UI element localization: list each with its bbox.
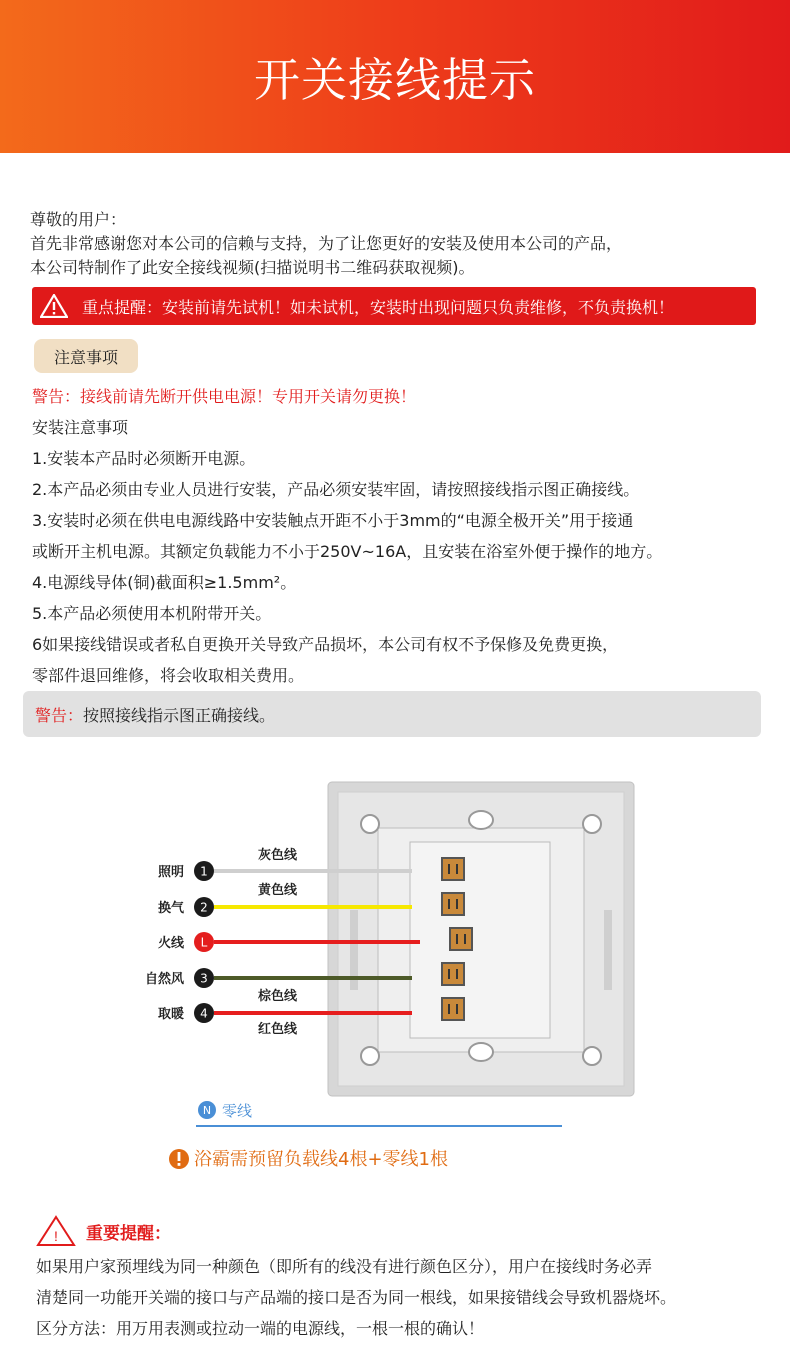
load-wire-note-text: 浴霸需预留负载线4根+零线1根 xyxy=(194,1149,448,1170)
important-reminder-label: 重要提醒： xyxy=(86,1223,171,1244)
svg-text:1: 1 xyxy=(200,864,208,879)
note-item: 1.安装本产品时必须断开电源。 xyxy=(32,449,256,468)
yellow-wire-label: 黄色线 xyxy=(258,883,298,898)
wiring-warning-text: 按照接线指示图正确接线。 xyxy=(83,705,276,725)
terminal-name-lighting: 照明 xyxy=(157,865,184,880)
key-reminder-banner xyxy=(32,287,756,325)
terminal-name-ventilation: 换气 xyxy=(157,901,184,916)
terminal-badge-1 xyxy=(194,861,214,881)
important-line: 清楚同一功能开关端的接口与产品端的接口是否为同一根线，如果接错线会导致机器烧坏。 xyxy=(36,1288,677,1307)
intro-text xyxy=(30,208,622,280)
wiring-diagram xyxy=(0,760,790,1180)
intro-line-2: 本公司特制作了此安全接线视频(扫描说明书二维码获取视频)。 xyxy=(30,258,475,277)
key-reminder-text: 重点提醒：安装前请先试机！如未试机，安装时出现问题只负责维修，不负责换机！ xyxy=(82,297,675,317)
note-item: 6如果接线错误或者私自更换开关导致产品损坏，本公司有权不予保修及免费更换， xyxy=(32,635,619,654)
wiring-warning-bar xyxy=(23,691,761,737)
brown-wire-label: 棕色线 xyxy=(258,989,298,1004)
power-off-warning: 警告：接线前请先断开供电电源！专用开关请勿更换！ xyxy=(32,387,417,406)
svg-text:!: ! xyxy=(54,1228,58,1244)
installation-notes xyxy=(32,381,662,691)
svg-text:2: 2 xyxy=(200,900,208,915)
terminal-badge-4 xyxy=(194,1003,214,1023)
red-wire-label: 红色线 xyxy=(258,1022,298,1037)
svg-text:4: 4 xyxy=(200,1006,208,1021)
svg-text:L: L xyxy=(200,935,208,950)
note-item: 5.本产品必须使用本机附带开关。 xyxy=(32,604,272,623)
important-reminder-heading xyxy=(36,1215,171,1247)
notice-chip: 注意事项 xyxy=(34,339,138,373)
terminal-badge-2 xyxy=(194,897,214,917)
wiring-warning-label: 警告： xyxy=(35,705,84,725)
terminal-name-natural-wind: 自然风 xyxy=(144,972,184,987)
load-wire-note xyxy=(169,1148,448,1170)
note-item: 零部件退回维修，将会收取相关费用。 xyxy=(32,666,305,685)
notes-heading: 安装注意事项 xyxy=(32,418,129,437)
warning-icon xyxy=(36,1215,76,1247)
terminal-badge-3 xyxy=(194,968,214,988)
grey-wire-label: 灰色线 xyxy=(258,848,298,863)
svg-text:3: 3 xyxy=(200,971,208,986)
terminal-badge-live xyxy=(194,932,214,952)
terminal-name-live: 火线 xyxy=(157,936,184,951)
page-title: 开关接线提示 xyxy=(254,52,536,107)
important-line: 区分方法：用万用表测或拉动一端的电源线，一根一根的确认！ xyxy=(36,1319,485,1338)
neutral-label: 零线 xyxy=(222,1102,253,1120)
greeting: 尊敬的用户： xyxy=(30,210,127,229)
important-reminder-text xyxy=(36,1251,676,1344)
note-item: 2.本产品必须由专业人员进行安装，产品必须安装牢固，请按照接线指示图正确接线。 xyxy=(32,480,640,499)
important-line: 如果用户家预埋线为同一种颜色（即所有的线没有进行颜色区分），用户在接线时务必弄 xyxy=(36,1257,653,1276)
intro-line-1: 首先非常感谢您对本公司的信赖与支持，为了让您更好的安装及使用本公司的产品， xyxy=(30,234,623,253)
note-item: 4.电源线导体(铜)截面积≥1.5mm²。 xyxy=(32,573,297,592)
neutral-badge: N xyxy=(202,1104,212,1117)
neutral-wire-indicator xyxy=(196,1101,562,1126)
terminal-name-heating: 取暖 xyxy=(157,1007,184,1022)
note-item: 或断开主机电源。其额定负载能力不小于250V~16A，且安装在浴室外便于操作的地方。 xyxy=(32,542,663,561)
note-item: 3.安装时必须在供电电源线路中安装触点开距不小于3mm的“电源全极开关”用于接通 xyxy=(32,511,634,530)
page-header xyxy=(0,0,790,153)
switch-panel xyxy=(328,782,634,1096)
warning-icon xyxy=(40,294,68,318)
